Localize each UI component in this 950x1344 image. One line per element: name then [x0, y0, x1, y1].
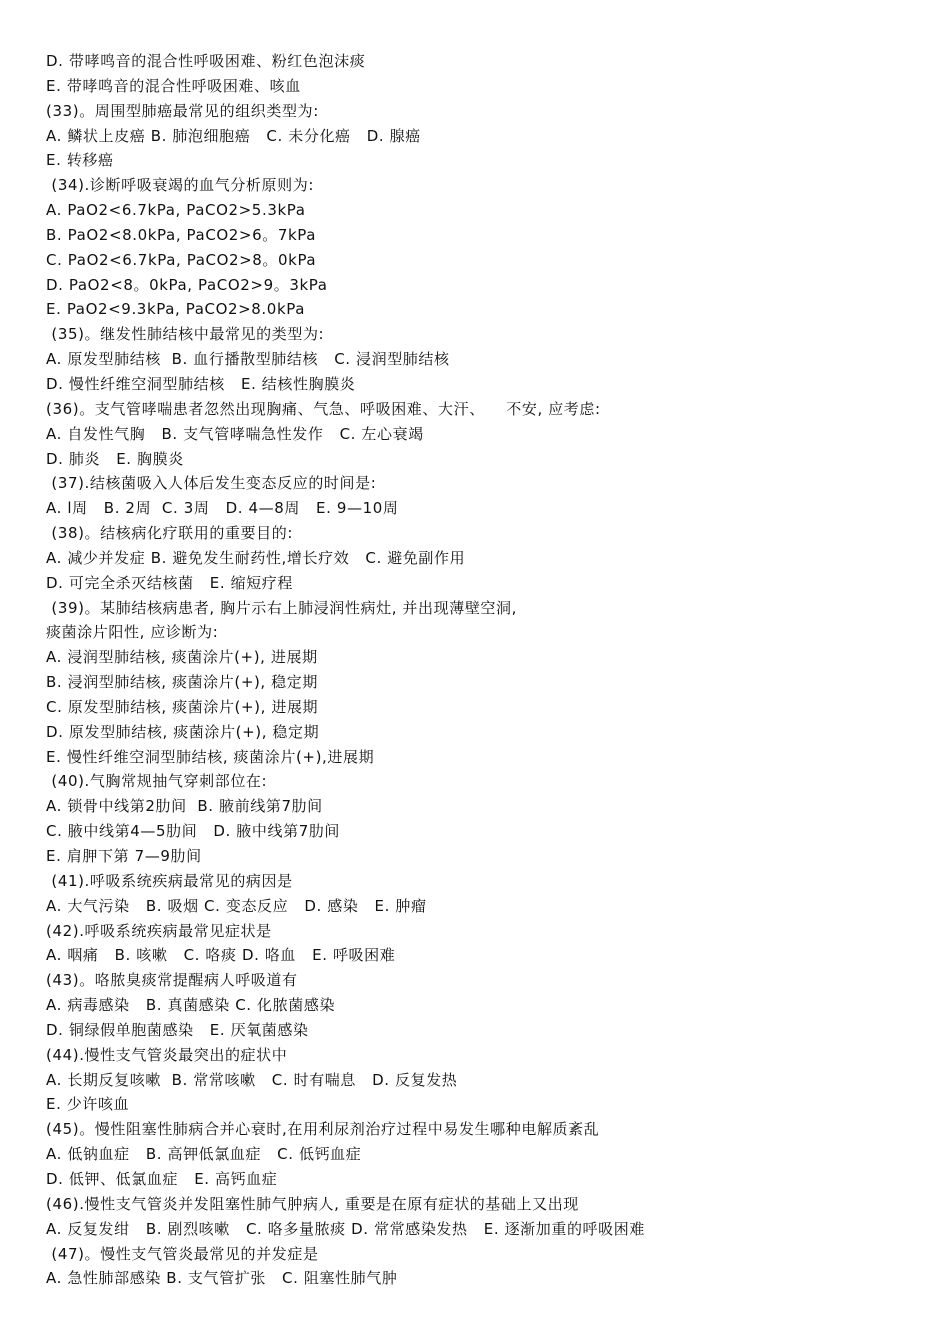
text-line: E. 肩胛下第 7—9肋间	[46, 847, 202, 865]
text-line: D. 可完全杀灭结核菌 E. 缩短疗程	[46, 573, 294, 592]
text-line: E. 慢性纤维空洞型肺结核, 痰菌涂片(+),进展期	[46, 747, 375, 766]
text-line: A. PaO2<6.7kPa, PaCO2>5.3kPa	[46, 201, 306, 220]
text-line: C. 腋中线第4—5肋间 D. 腋中线第7肋间	[46, 822, 341, 841]
text-line: B. 浸润型肺结核, 痰菌涂片(+), 稳定期	[46, 673, 318, 692]
text-line: (43)。咯脓臭痰常提醒病人呼吸道有	[46, 971, 298, 990]
text-line: A. l周 B. 2周 C. 3周 D. 4—8周 E. 9—10周	[46, 499, 399, 518]
text-line: B. PaO2<8.0kPa, PaCO2>6。7kPa	[46, 225, 317, 244]
text-line: A. 低钠血症 B. 高钾低氯血症 C. 低钙血症	[46, 1145, 362, 1164]
text-line: A. 原发型肺结核 B. 血行播散型肺结核 C. 浸润型肺结核	[46, 350, 450, 369]
text-line: (39)。某肺结核病患者, 胸片示右上肺浸润性病灶, 并出现薄壁空洞,	[46, 598, 518, 617]
text-line: D. 肺炎 E. 胸膜炎	[46, 449, 184, 468]
text-line: (42).呼吸系统疾病最常见症状是	[46, 921, 272, 940]
text-line: D. 低钾、低氯血症 E. 高钙血症	[46, 1169, 278, 1188]
text-line: A. 大气污染 B. 吸烟 C. 变态反应 D. 感染 E. 肿瘤	[46, 896, 427, 915]
text-line: E. 转移癌	[46, 151, 114, 170]
text-line: A. 病毒感染 B. 真菌感染 C. 化脓菌感染	[46, 996, 336, 1015]
text-line: 痰菌涂片阳性, 应诊断为:	[46, 623, 219, 642]
text-line: A. 长期反复咳嗽 B. 常常咳嗽 C. 时有喘息 D. 反复发热	[46, 1070, 458, 1089]
text-line: (36)。支气管哮喘患者忽然出现胸痛、气急、呼吸困难、大汗、 不安, 应考虑:	[46, 399, 601, 418]
document-page	[46, 49, 926, 1291]
text-line: D. 铜绿假单胞菌感染 E. 厌氧菌感染	[46, 1020, 309, 1039]
text-line: A. 锁骨中线第2肋间 B. 腋前线第7肋间	[46, 797, 323, 816]
text-line: C. PaO2<6.7kPa, PaCO2>8。0kPa	[46, 250, 317, 269]
text-line: (47)。慢性支气管炎最常见的并发症是	[46, 1244, 319, 1263]
text-line: (41).呼吸系统疾病最常见的病因是	[46, 871, 293, 890]
text-line: A. 浸润型肺结核, 痰菌涂片(+), 进展期	[46, 648, 318, 667]
text-line: (44).慢性支气管炎最突出的症状中	[46, 1045, 288, 1064]
text-line: C. 原发型肺结核, 痰菌涂片(+), 进展期	[46, 697, 319, 716]
text-line: D. 带哮鸣音的混合性呼吸困难、粉红色泡沫痰	[46, 52, 366, 70]
text-line: (37).结核菌吸入人体后发生变态反应的时间是:	[46, 474, 377, 493]
text-line: A. 反复发绀 B. 剧烈咳嗽 C. 咯多量脓痰 D. 常常感染发热 E. 逐渐加重的呼吸困难	[46, 1219, 645, 1238]
text-line: (40).气胸常规抽气穿刺部位在:	[46, 772, 268, 791]
text-line: (34).诊断呼吸衰竭的血气分析原则为:	[46, 176, 314, 195]
text-line: E. 少许咳血	[46, 1095, 130, 1114]
text-line: E. 带哮鸣音的混合性呼吸困难、咳血	[46, 76, 301, 95]
text-line: A. 咽痛 B. 咳嗽 C. 咯痰 D. 咯血 E. 呼吸困难	[46, 946, 396, 965]
text-line: (45)。慢性阻塞性肺病合并心衰时,在用利尿剂治疗过程中易发生哪种电解质紊乱	[46, 1120, 600, 1139]
text-line: (33)。周围型肺癌最常见的组织类型为:	[46, 101, 319, 120]
text-line: (35)。继发性肺结核中最常见的类型为:	[46, 325, 325, 344]
text-line: D. 原发型肺结核, 痰菌涂片(+), 稳定期	[46, 722, 320, 741]
text-line: D. 慢性纤维空洞型肺结核 E. 结核性胸膜炎	[46, 374, 356, 393]
text-line: (38)。结核病化疗联用的重要目的:	[46, 524, 294, 543]
text-line: E. PaO2<9.3kPa, PaCO2>8.0kPa	[46, 300, 305, 319]
text-line: A. 减少并发症 B. 避免发生耐药性,增长疗效 C. 避免副作用	[46, 548, 466, 567]
text-line: A. 自发性气胸 B. 支气管哮喘急性发作 C. 左心衰竭	[46, 424, 424, 443]
text-line: (46).慢性支气管炎并发阻塞性肺气肿病人, 重要是在原有症状的基础上又出现	[46, 1194, 579, 1213]
text-line: D. PaO2<8。0kPa, PaCO2>9。3kPa	[46, 275, 328, 294]
text-line: A. 鳞状上皮癌 B. 肺泡细胞癌 C. 未分化癌 D. 腺癌	[46, 126, 421, 145]
text-line: A. 急性肺部感染 B. 支气管扩张 C. 阻塞性肺气肿	[46, 1269, 398, 1288]
